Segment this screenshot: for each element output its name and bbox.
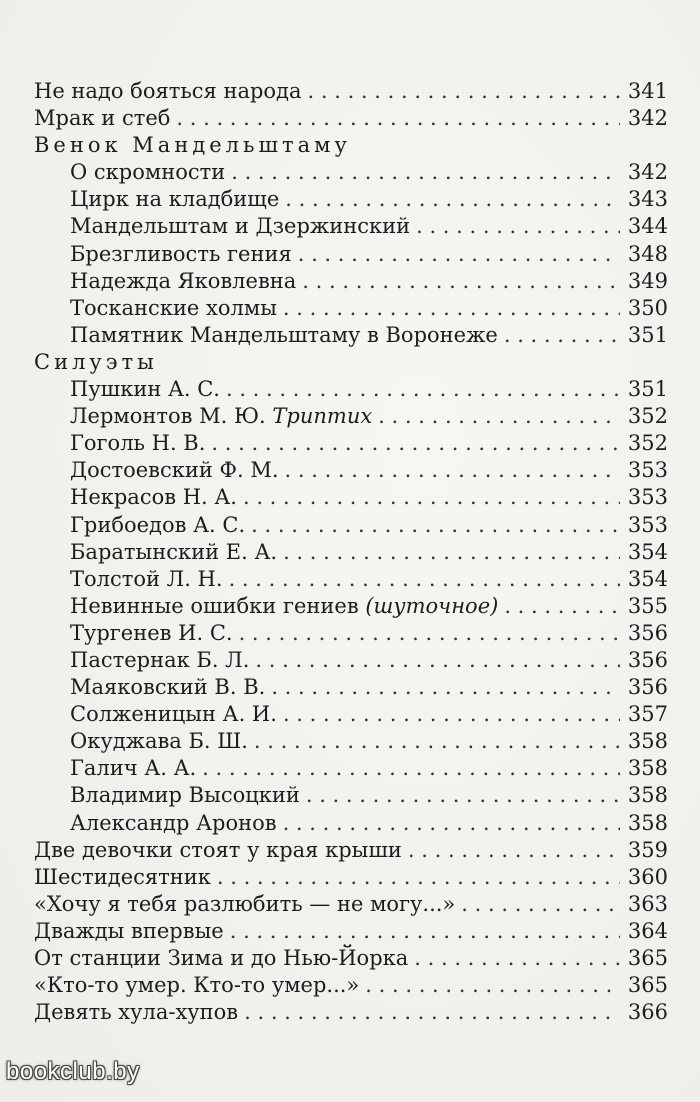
toc-entry-title-text: Цирк на кладбище	[70, 187, 280, 212]
toc-entry-title	[70, 755, 196, 782]
toc-page-number: 359	[627, 837, 668, 862]
toc-entry-title	[70, 647, 249, 674]
toc-page-number: 352	[627, 431, 668, 456]
toc-entry-title	[70, 186, 279, 213]
toc-entry-title-text: От станции Зима и до Нью-Йорка	[34, 946, 409, 970]
toc-entry	[34, 972, 668, 999]
toc-entry-title	[70, 295, 277, 322]
toc-entry-title-text: Толстой Л. Н.	[70, 566, 223, 591]
toc-page-number: 355	[627, 593, 668, 618]
toc-entry	[34, 295, 668, 322]
toc-entry-title-text: Две девочки стоят у края крыши	[34, 837, 402, 862]
toc-page-number: 344	[627, 214, 668, 239]
toc-entry	[34, 78, 668, 105]
dot-leader	[231, 159, 620, 186]
toc-page-number: 364	[627, 918, 668, 943]
toc-entry	[34, 647, 668, 674]
toc-entry	[34, 782, 668, 809]
toc-entry-title	[34, 105, 170, 132]
toc-page-number: 357	[627, 702, 668, 727]
dot-leader	[243, 484, 620, 511]
dot-leader	[365, 972, 620, 999]
toc-entry	[34, 484, 668, 511]
toc-entry-title-text: Владимир Высоцкий	[70, 783, 300, 808]
toc-entry-title-text: Баратынский Е. А.	[70, 539, 278, 564]
toc-entry-title-text: Дважды впервые	[34, 918, 224, 943]
toc-page-number: 356	[627, 675, 668, 700]
dot-leader	[244, 999, 620, 1026]
dot-leader	[414, 945, 620, 972]
toc-entry-title	[70, 403, 372, 430]
toc-page-number: 343	[627, 187, 668, 212]
dot-leader	[254, 728, 620, 755]
dot-leader	[285, 186, 620, 213]
toc-page-number: 353	[627, 458, 668, 483]
dot-leader	[298, 241, 620, 268]
toc-entry	[34, 159, 668, 186]
toc-entry-title	[70, 430, 205, 457]
toc-entry-title-text: О скромности	[70, 160, 226, 185]
toc-entry-title-text: Надежда Яковлевна	[70, 268, 297, 293]
dot-leader	[283, 810, 620, 837]
toc-page-number: 351	[627, 377, 668, 402]
toc-entry	[34, 268, 668, 295]
toc-page-number: 358	[627, 756, 668, 781]
toc-entry	[34, 837, 668, 864]
toc-entry-title	[70, 159, 225, 186]
toc-entry-title	[34, 837, 402, 864]
toc-entry-title-text: Не надо бояться народа	[34, 79, 302, 103]
toc-entry-title-text: Достоевский Ф. М.	[70, 458, 279, 483]
toc-entry-title-text: Невинные ошибки гениев	[70, 593, 366, 618]
watermark-logo: bookclub.by	[6, 1058, 140, 1085]
toc-entry-title	[34, 864, 211, 891]
toc-entry-title	[34, 918, 224, 945]
toc-entry-title-text: Лермонтов М. Ю.	[70, 404, 273, 429]
toc-entry-title-text: Брезгливость гения	[70, 241, 292, 266]
toc-entry	[34, 810, 668, 837]
toc-entry	[34, 213, 668, 240]
toc-entry	[34, 539, 668, 566]
toc-entry-title	[70, 810, 277, 837]
toc-page-number: 356	[627, 647, 668, 672]
toc-entry-title-text: Солженицын А. И.	[70, 702, 277, 727]
toc-page-number: 358	[627, 810, 668, 835]
toc-page-number: 342	[627, 160, 668, 185]
toc-entry-title-text: Тосканские холмы	[70, 295, 277, 320]
toc-page-number: 349	[627, 268, 668, 293]
toc-entry	[34, 566, 668, 593]
toc-entry-title	[70, 620, 233, 647]
toc-page-number: 351	[627, 322, 668, 347]
toc-entry-title	[34, 972, 359, 999]
dot-leader	[283, 539, 620, 566]
toc-entry	[34, 674, 668, 701]
dot-leader	[226, 376, 620, 403]
toc-entry-title	[34, 78, 302, 105]
toc-entry	[34, 457, 668, 484]
toc-entry-title-text: «Кто-то умер. Кто-то умер...»	[34, 973, 360, 998]
toc-page-number: 360	[627, 864, 668, 889]
dot-leader	[211, 430, 620, 457]
toc-entry	[34, 620, 668, 647]
toc-entry-title	[70, 484, 237, 511]
dot-leader	[302, 268, 620, 295]
toc-entry	[34, 755, 668, 782]
toc-page-number: 352	[627, 404, 668, 429]
toc-entry-title	[70, 213, 410, 240]
toc-entry	[34, 403, 668, 430]
toc-entry-title-text: Окуджава Б. Ш.	[70, 729, 248, 754]
toc-page-number: 348	[627, 241, 668, 266]
dot-leader	[308, 78, 620, 105]
toc-entry	[34, 891, 668, 918]
toc-page-number: 354	[627, 566, 668, 591]
toc-entry	[34, 918, 668, 945]
dot-leader	[283, 701, 620, 728]
dot-leader	[202, 755, 620, 782]
toc-entry-title	[70, 241, 292, 268]
toc-entry-title-text: Некрасов Н. А.	[70, 485, 237, 510]
toc-page-number: 358	[627, 729, 668, 754]
toc-entry	[34, 186, 668, 213]
toc-entry-title	[70, 593, 498, 620]
toc-entry-title	[70, 674, 265, 701]
toc-entry-title	[70, 376, 220, 403]
toc-page-number: 342	[627, 106, 668, 131]
toc-entry	[34, 241, 668, 268]
toc-entry-title	[34, 891, 455, 918]
toc-entry-title-italic: (шуточное)	[365, 593, 499, 618]
toc-page-number: 353	[627, 485, 668, 510]
toc-entry	[34, 864, 668, 891]
dot-leader	[251, 512, 620, 539]
toc-entry-title	[34, 999, 238, 1026]
toc-entry	[34, 322, 668, 349]
toc-entry-title-text: Галич А. А.	[70, 756, 197, 781]
toc-entry-title-text: Шестидесятник	[34, 864, 211, 889]
toc-entry-title-text: Тургенев И. С.	[70, 620, 233, 645]
dot-leader	[217, 864, 620, 891]
toc-page-number: 366	[627, 1000, 668, 1025]
dot-leader	[285, 457, 620, 484]
toc-entry-title-text: Грибоедов А. С.	[70, 512, 246, 537]
toc-entry-title	[70, 457, 279, 484]
dot-leader	[230, 918, 620, 945]
toc-entry-title	[70, 539, 277, 566]
toc-page-number: 363	[627, 891, 668, 916]
toc-entry-title	[34, 945, 408, 972]
toc-page-number: 341	[627, 79, 668, 103]
toc-entry-title	[70, 268, 296, 295]
toc-page-number: 365	[627, 973, 668, 998]
toc-entry-title-text: Мрак и стеб	[34, 106, 171, 131]
dot-leader	[239, 620, 620, 647]
toc-page-number: 350	[627, 295, 668, 320]
toc-entry-title-italic: Триптих	[272, 404, 373, 429]
toc-section-heading: Силуэты	[34, 349, 158, 374]
toc-page-number: 354	[627, 539, 668, 564]
dot-leader	[255, 647, 620, 674]
toc-entry	[34, 430, 668, 457]
table-of-contents	[34, 78, 668, 1026]
toc-entry-title	[70, 512, 245, 539]
dot-leader	[408, 837, 620, 864]
toc-entry-title	[70, 566, 223, 593]
toc-entry-title-text: Девять хула-хупов	[34, 1000, 239, 1025]
toc-entry	[34, 376, 668, 403]
dot-leader	[229, 566, 620, 593]
toc-entry-title-text: «Хочу я тебя разлюбить — не могу...»	[34, 891, 456, 916]
dot-leader	[504, 593, 620, 620]
dot-leader	[176, 105, 620, 132]
dot-leader	[504, 322, 620, 349]
dot-leader	[271, 674, 620, 701]
toc-page-number: 365	[627, 946, 668, 970]
toc-entry-title	[70, 701, 277, 728]
dot-leader	[416, 213, 620, 240]
toc-entry-title-text: Мандельштам и Дзержинский	[70, 214, 411, 239]
toc-entry-title-text: Гоголь Н. В.	[70, 431, 206, 456]
toc-entry	[34, 999, 668, 1026]
dot-leader	[461, 891, 620, 918]
toc-entry	[34, 728, 668, 755]
dot-leader	[378, 403, 620, 430]
toc-entry-title	[70, 728, 248, 755]
toc-entry-title-text: Александр Аронов	[70, 810, 277, 835]
toc-entry	[34, 593, 668, 620]
toc-entry-title-text: Маяковский В. В.	[70, 675, 266, 700]
toc-entry-title	[70, 322, 498, 349]
toc-entry-title-text: Пастернак Б. Л.	[70, 647, 250, 672]
toc-page-number: 358	[627, 783, 668, 808]
toc-page-number: 356	[627, 620, 668, 645]
toc-section-heading: Венок Мандельштаму	[34, 133, 351, 158]
toc-entry-title-text: Пушкин А. С.	[70, 377, 220, 402]
toc-entry	[34, 512, 668, 539]
toc-entry-title	[70, 782, 300, 809]
dot-leader	[283, 295, 620, 322]
dot-leader	[306, 782, 620, 809]
toc-entry	[34, 105, 668, 132]
toc-entry	[34, 701, 668, 728]
toc-entry-title-text: Памятник Мандельштаму в Воронеже	[70, 322, 498, 347]
toc-entry	[34, 945, 668, 972]
toc-page-number: 353	[627, 512, 668, 537]
